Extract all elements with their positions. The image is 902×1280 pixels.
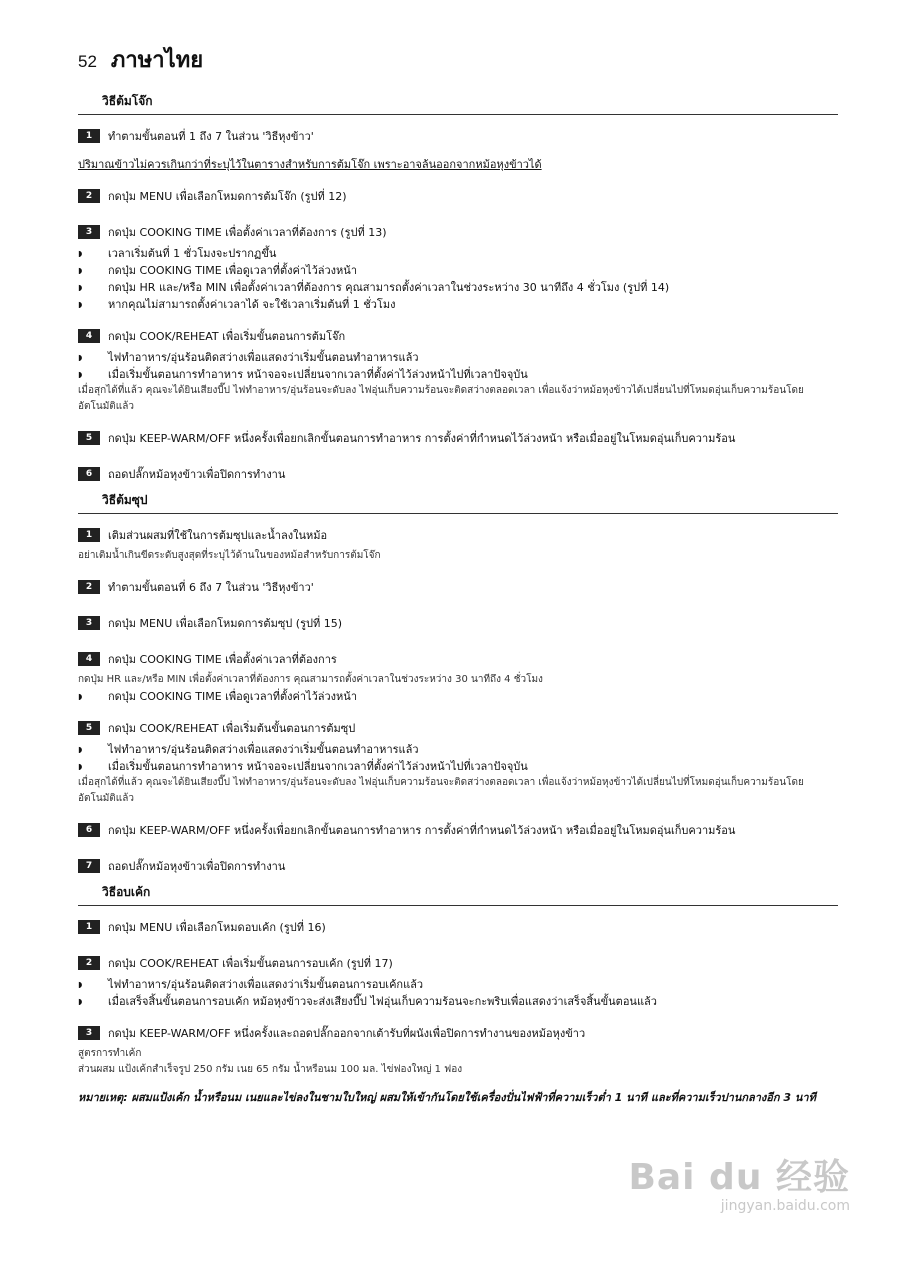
soup-step-7 bbox=[78, 857, 838, 875]
bullet-text: เวลาเริ่มต้นที่ 1 ชั่วโมงจะปรากฏขึ้น bbox=[108, 247, 277, 260]
step-number: 5 bbox=[78, 431, 100, 445]
step-number: 2 bbox=[78, 956, 100, 970]
bullet-icon: ◗ bbox=[78, 997, 83, 1006]
baidu-watermark bbox=[628, 1149, 850, 1214]
step-number: 2 bbox=[78, 189, 100, 203]
step-text: กดปุ่ม COOKING TIME เพื่อตั้งค่าเวลาที่ต้องการ bbox=[108, 653, 337, 666]
bullet-item bbox=[78, 993, 838, 1010]
recipe-ingredients: ส่วนผสม แป้งเค้กสำเร็จรูป 250 กรัม เนย 65 กรัม น้ำหรือนม 100 มล. ไข่ฟองใหญ่ 1 ฟอง bbox=[78, 1064, 463, 1075]
bullet-text: กดปุ่ม HR และ/หรือ MIN เพื่อตั้งค่าเวลาที่ต้องการ คุณสามารถตั้งค่าเวลาในช่วงระหว่าง 30 นาทีถึง 4 ชั่วโมง (รูปที่ 14) bbox=[108, 281, 670, 294]
bullet-text: ไฟทำอาหาร/อุ่นร้อนติดสว่างเพื่อแสดงว่าเริ่มขั้นตอนทำอาหารแล้ว bbox=[108, 743, 419, 756]
soup-step-6 bbox=[78, 821, 838, 839]
step-text: กดปุ่ม COOKING TIME เพื่อตั้งค่าเวลาที่ต้องการ (รูปที่ 13) bbox=[108, 226, 387, 239]
page-number: 52 bbox=[78, 52, 97, 71]
bullet-icon: ◗ bbox=[78, 692, 83, 701]
step-number: 6 bbox=[78, 467, 100, 481]
manual-content bbox=[78, 92, 838, 1108]
porridge-step-4 bbox=[78, 327, 838, 345]
bullet-item bbox=[78, 758, 838, 775]
section-title-soup: วิธีต้มซุป bbox=[78, 491, 838, 514]
step-text: เติมส่วนผสมที่ใช้ในการต้มซุปและน้ำลงในหม้อ bbox=[108, 529, 328, 542]
watermark-url: jingyan.baidu.com bbox=[720, 1198, 850, 1214]
soup-step-2 bbox=[78, 578, 838, 596]
step-text: ทำตามขั้นตอนที่ 1 ถึง 7 ในส่วน 'วิธีหุงข้าว' bbox=[108, 130, 314, 143]
soup-time-note: กดปุ่ม HR และ/หรือ MIN เพื่อตั้งค่าเวลาที่ต้องการ คุณสามารถตั้งค่าเวลาในช่วงระหว่าง 30 นาทีถึง 4 ชั่วโมง bbox=[78, 674, 543, 685]
bullet-icon: ◗ bbox=[78, 762, 83, 771]
bullet-item bbox=[78, 262, 838, 279]
bullet-icon: ◗ bbox=[78, 283, 83, 292]
step-number: 3 bbox=[78, 1026, 100, 1040]
soup-step-1 bbox=[78, 526, 838, 544]
cake-footnote: หมายเหตุ: ผสมแป้งเค้ก น้ำหรือนม เนยและไข่ลงในชามใบใหญ่ ผสมให้เข้ากันโดยใช้เครื่องปั่นไฟฟ้าที่ความเร็วต่ำ 1 นาที และที่ความเร็วปานกลางอีก 3 นาที bbox=[78, 1091, 816, 1104]
language-title: ภาษาไทย bbox=[110, 48, 204, 73]
soup-done-note: เมื่อสุกได้ที่แล้ว คุณจะได้ยินเสียงบี๊ป ไฟทำอาหาร/อุ่นร้อนจะดับลง ไฟอุ่นเก็บความร้อนจะติดสว่างตลอดเวลา เพื่อแจ้งว่าหม้อหุงข้าวได้เปลี่ยนไปที่โหมดอุ่นเก็บความร้อนโดยอัตโนมัติแล้ว bbox=[78, 777, 804, 804]
bullet-icon: ◗ bbox=[78, 353, 83, 362]
bullet-item bbox=[78, 279, 838, 296]
bullet-icon: ◗ bbox=[78, 266, 83, 275]
bullet-text: หากคุณไม่สามารถตั้งค่าเวลาได้ จะใช้เวลาเริ่มต้นที่ 1 ชั่วโมง bbox=[108, 298, 396, 311]
step-text: ถอดปลั๊กหม้อหุงข้าวเพื่อปิดการทำงาน bbox=[108, 860, 286, 873]
soup-step-3 bbox=[78, 614, 838, 632]
porridge-warning: ปริมาณข้าวไม่ควรเกินกว่าที่ระบุไว้ในตารางสำหรับการต้มโจ๊ก เพราะอาจล้นออกจากหม้อหุงข้าวได้ bbox=[78, 158, 542, 171]
bullet-icon: ◗ bbox=[78, 370, 83, 379]
step-number: 7 bbox=[78, 859, 100, 873]
cake-step-2 bbox=[78, 954, 838, 972]
section-title-porridge: วิธีต้มโจ๊ก bbox=[78, 92, 838, 115]
page-header bbox=[78, 42, 203, 77]
step-number: 4 bbox=[78, 329, 100, 343]
bullet-item bbox=[78, 245, 838, 262]
cake-step-3 bbox=[78, 1024, 838, 1042]
step-text: กดปุ่ม KEEP-WARM/OFF หนึ่งครั้งและถอดปลั๊กออกจากเต้ารับที่ผนังเพื่อปิดการทำงานของหม้อหุงข้าว bbox=[108, 1027, 586, 1040]
step-text: กดปุ่ม MENU เพื่อเลือกโหมดการต้มซุป (รูปที่ 15) bbox=[108, 617, 342, 630]
step-number: 5 bbox=[78, 721, 100, 735]
porridge-step-3 bbox=[78, 223, 838, 241]
step-text: กดปุ่ม COOK/REHEAT เพื่อเริ่มขั้นตอนการอบเค้ก (รูปที่ 17) bbox=[108, 957, 393, 970]
step-text: กดปุ่ม COOK/REHEAT เพื่อเริ่มขั้นตอนการต้มโจ๊ก bbox=[108, 330, 346, 343]
bullet-icon: ◗ bbox=[78, 300, 83, 309]
step-text: กดปุ่ม KEEP-WARM/OFF หนึ่งครั้งเพื่อยกเลิกขั้นตอนการทำอาหาร การตั้งค่าที่กำหนดไว้ล่วงหน้า หรือเมื่ออยู่ในโหมดอุ่นเก็บความร้อน bbox=[108, 432, 736, 445]
bullet-text: กดปุ่ม COOKING TIME เพื่อดูเวลาที่ตั้งค่าไว้ล่วงหน้า bbox=[108, 264, 357, 277]
porridge-step-2 bbox=[78, 187, 838, 205]
bullet-item bbox=[78, 296, 838, 313]
bullet-icon: ◗ bbox=[78, 249, 83, 258]
bullet-item bbox=[78, 976, 838, 993]
step-number: 1 bbox=[78, 528, 100, 542]
step-text: กดปุ่ม MENU เพื่อเลือกโหมดอบเค้ก (รูปที่ 16) bbox=[108, 921, 326, 934]
step-text: กดปุ่ม KEEP-WARM/OFF หนึ่งครั้งเพื่อยกเลิกขั้นตอนการทำอาหาร การตั้งค่าที่กำหนดไว้ล่วงหน้า หรือเมื่ออยู่ในโหมดอุ่นเก็บความร้อน bbox=[108, 824, 736, 837]
step-text: ทำตามขั้นตอนที่ 6 ถึง 7 ในส่วน 'วิธีหุงข้าว' bbox=[108, 581, 314, 594]
step-number: 6 bbox=[78, 823, 100, 837]
step-number: 1 bbox=[78, 129, 100, 143]
cake-step-1 bbox=[78, 918, 838, 936]
bullet-text: เมื่อเริ่มขั้นตอนการทำอาหาร หน้าจอจะเปลี่ยนจากเวลาที่ตั้งค่าไว้ล่วงหน้าไปที่เวลาปัจจุบัน bbox=[108, 760, 528, 773]
step-number: 1 bbox=[78, 920, 100, 934]
porridge-done-note: เมื่อสุกได้ที่แล้ว คุณจะได้ยินเสียงบี๊ป ไฟทำอาหาร/อุ่นร้อนจะดับลง ไฟอุ่นเก็บความร้อนจะติดสว่างตลอดเวลา เพื่อแจ้งว่าหม้อหุงข้าวได้เปลี่ยนไปที่โหมดอุ่นเก็บความร้อนโดยอัตโนมัติแล้ว bbox=[78, 385, 804, 412]
porridge-step-5 bbox=[78, 429, 838, 447]
bullet-icon: ◗ bbox=[78, 980, 83, 989]
step-text: กดปุ่ม MENU เพื่อเลือกโหมดการต้มโจ๊ก (รูปที่ 12) bbox=[108, 190, 347, 203]
step-text: ถอดปลั๊กหม้อหุงข้าวเพื่อปิดการทำงาน bbox=[108, 468, 286, 481]
recipe-title: สูตรการทำเค้ก bbox=[78, 1048, 142, 1059]
bullet-item bbox=[78, 349, 838, 366]
watermark-logo: Bai du 经验 bbox=[628, 1157, 850, 1198]
step-number: 3 bbox=[78, 225, 100, 239]
bullet-text: กดปุ่ม COOKING TIME เพื่อดูเวลาที่ตั้งค่าไว้ล่วงหน้า bbox=[108, 690, 357, 703]
step-number: 3 bbox=[78, 616, 100, 630]
step-text: กดปุ่ม COOK/REHEAT เพื่อเริ่มต้นขั้นตอนการต้มซุป bbox=[108, 722, 356, 735]
bullet-item bbox=[78, 688, 838, 705]
soup-step-5 bbox=[78, 719, 838, 737]
porridge-step-6 bbox=[78, 465, 838, 483]
bullet-text: ไฟทำอาหาร/อุ่นร้อนติดสว่างเพื่อแสดงว่าเริ่มขั้นตอนการอบเค้กแล้ว bbox=[108, 978, 424, 991]
bullet-text: ไฟทำอาหาร/อุ่นร้อนติดสว่างเพื่อแสดงว่าเริ่มขั้นตอนทำอาหารแล้ว bbox=[108, 351, 419, 364]
section-title-cake: วิธีอบเค้ก bbox=[78, 883, 838, 906]
step-number: 4 bbox=[78, 652, 100, 666]
soup-step-4 bbox=[78, 650, 838, 668]
bullet-text: เมื่อเริ่มขั้นตอนการทำอาหาร หน้าจอจะเปลี่ยนจากเวลาที่ตั้งค่าไว้ล่วงหน้าไปที่เวลาปัจจุบัน bbox=[108, 368, 528, 381]
soup-water-note: อย่าเติมน้ำเกินขีดระดับสูงสุดที่ระบุไว้ด้านในของหม้อสำหรับการต้มโจ๊ก bbox=[78, 550, 381, 561]
bullet-icon: ◗ bbox=[78, 745, 83, 754]
bullet-text: เมื่อเสร็จสิ้นขั้นตอนการอบเค้ก หม้อหุงข้าวจะส่งเสียงบี๊ป ไฟอุ่นเก็บความร้อนจะกะพริบเพื่อแสดงว่าเสร็จสิ้นขั้นตอนแล้ว bbox=[108, 995, 657, 1008]
bullet-item bbox=[78, 366, 838, 383]
step-number: 2 bbox=[78, 580, 100, 594]
porridge-step-1 bbox=[78, 127, 838, 145]
bullet-item bbox=[78, 741, 838, 758]
